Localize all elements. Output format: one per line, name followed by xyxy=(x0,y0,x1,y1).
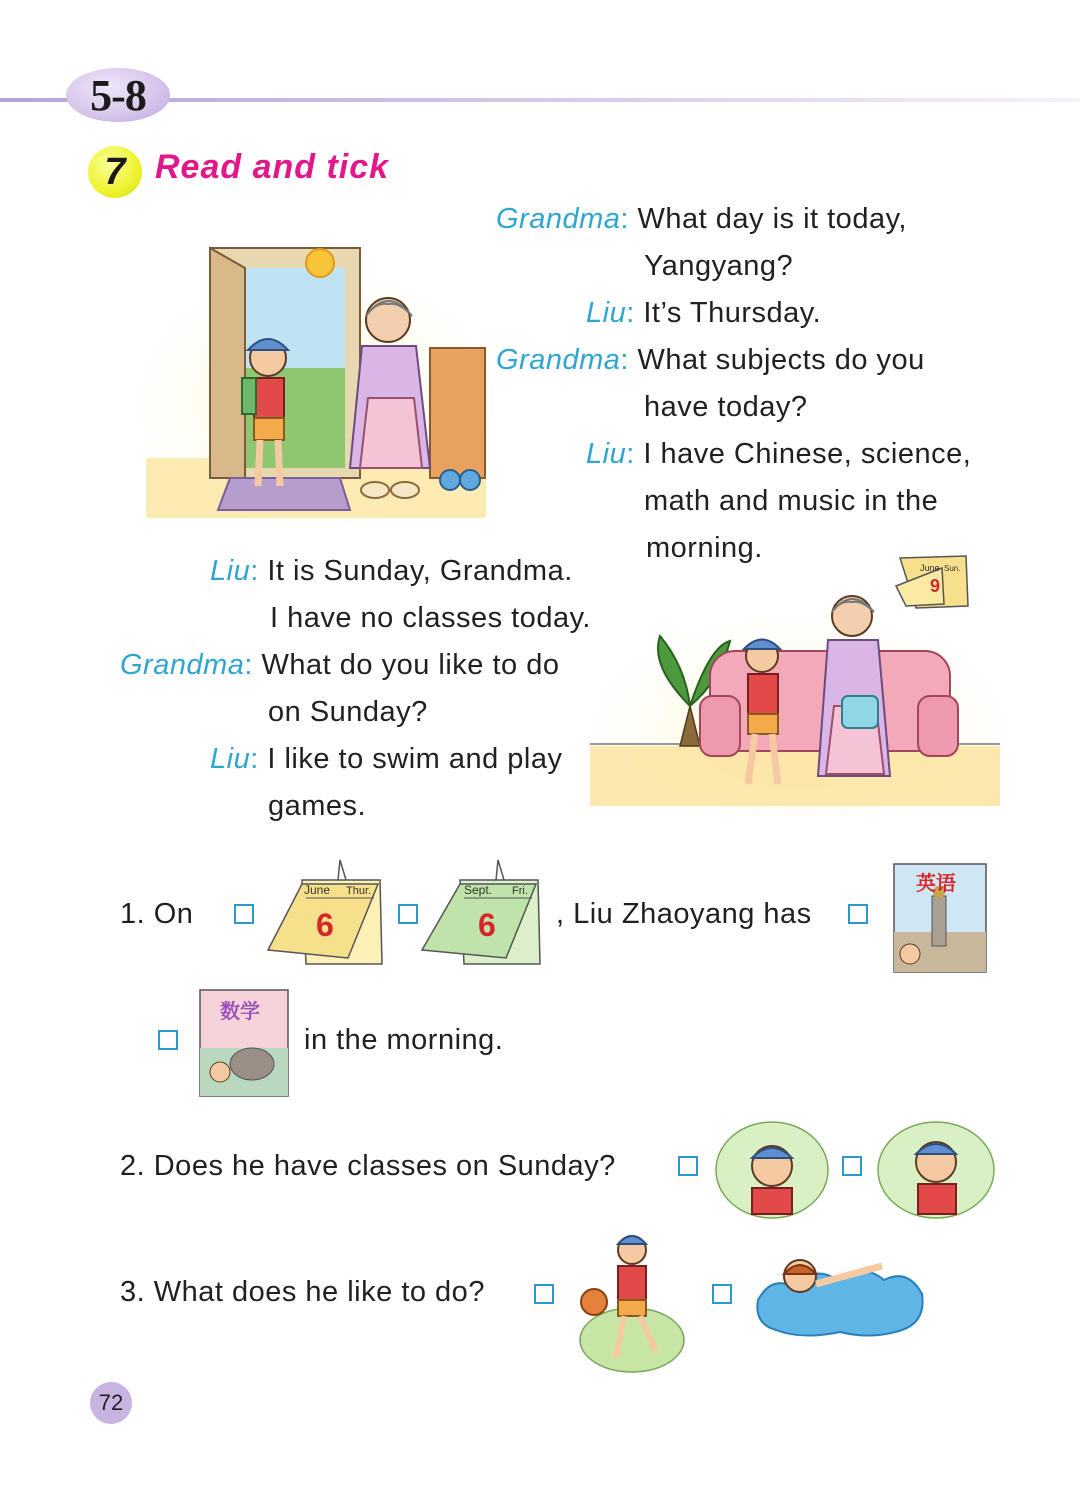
dialogue-text: What day is it today, xyxy=(637,203,907,235)
calendar-date: 9 xyxy=(930,576,941,596)
question-1-mid: , Liu Zhaoyang has xyxy=(556,898,812,930)
dialogue1-line4-cont2: morning. xyxy=(646,532,763,564)
boy-shaking-head-icon xyxy=(712,1116,832,1222)
dialogue1-line1-cont: Yangyang? xyxy=(644,250,794,282)
speaker-label: Liu xyxy=(586,438,627,470)
q3-checkbox-a[interactable] xyxy=(534,1284,554,1304)
dialogue1-line4-cont: math and music in the xyxy=(644,485,939,517)
speaker-label: Grandma xyxy=(120,649,245,681)
math-book-icon xyxy=(198,988,290,1098)
calendar-month: June xyxy=(920,563,940,573)
speaker-label: Grandma xyxy=(496,344,621,376)
calendar-june-thursday-icon xyxy=(266,854,386,968)
speaker-label: Liu xyxy=(586,297,627,329)
speaker-label: Grandma xyxy=(496,203,621,235)
calendar-sept-friday-icon xyxy=(420,854,544,968)
wall-calendar-icon xyxy=(896,556,968,608)
section-number-badge: 7 xyxy=(88,146,142,198)
q2-checkbox-b[interactable] xyxy=(842,1156,862,1176)
speaker-label: Liu xyxy=(210,743,251,775)
dialogue1-line2: Liu: It’s Thursday. xyxy=(586,297,822,329)
english-book-icon xyxy=(892,862,988,974)
dialogue2-line3-cont: games. xyxy=(268,790,367,822)
page-number: 72 xyxy=(90,1382,132,1424)
calendar-month: June xyxy=(304,883,331,897)
dialogue-text: What subjects do you xyxy=(637,344,925,376)
boy-nodding-icon xyxy=(874,1116,998,1222)
question-2-text: 2. Does he have classes on Sunday? xyxy=(120,1150,616,1182)
book-title: 英语 xyxy=(916,873,956,895)
calendar-day: Thur. xyxy=(346,885,372,897)
dialogue1-line4: Liu: I have Chinese, science, xyxy=(586,438,972,470)
unit-badge: 5-8 xyxy=(66,68,170,122)
calendar-month: Sept. xyxy=(464,883,493,897)
question-1-prefix: 1. On xyxy=(120,898,194,930)
dialogue1-line3: Grandma: What subjects do you xyxy=(496,344,925,376)
q1-checkbox-c[interactable] xyxy=(848,904,868,924)
calendar-date: 6 xyxy=(316,907,334,943)
boy-playing-basketball-icon xyxy=(576,1228,686,1374)
section-title: Read and tick xyxy=(155,148,390,186)
dialogue-text: I have Chinese, science, xyxy=(643,438,972,470)
dialogue-text: It’s Thursday. xyxy=(643,297,822,329)
calendar-day: Fri. xyxy=(512,885,528,897)
sofa-scene-illustration xyxy=(590,546,1010,816)
q1-checkbox-a[interactable] xyxy=(234,904,254,924)
dialogue2-line1: Liu: It is Sunday, Grandma. xyxy=(210,555,573,587)
dialogue2-line1-cont: I have no classes today. xyxy=(270,602,591,634)
book-title: 数学 xyxy=(220,1001,260,1023)
q3-checkbox-b[interactable] xyxy=(712,1284,732,1304)
dialogue2-line2-cont: on Sunday? xyxy=(268,696,428,728)
dialogue2-line2: Grandma: What do you like to do xyxy=(120,649,560,681)
boy-swimming-icon xyxy=(752,1244,928,1340)
q1-checkbox-d[interactable] xyxy=(158,1030,178,1050)
dialogue1-line1: Grandma: What day is it today, xyxy=(496,203,907,235)
dialogue1-line3-cont: have today? xyxy=(644,391,808,423)
dialogue-text: What do you like to do xyxy=(261,649,560,681)
calendar-date: 6 xyxy=(478,907,496,943)
question-1-suffix: in the morning. xyxy=(304,1024,504,1056)
dialogue2-line3: Liu: I like to swim and play xyxy=(210,743,563,775)
calendar-day: Sun. xyxy=(944,564,961,573)
q2-checkbox-a[interactable] xyxy=(678,1156,698,1176)
question-3-text: 3. What does he like to do? xyxy=(120,1276,485,1308)
dialogue-text: I like to swim and play xyxy=(267,743,563,775)
q1-checkbox-b[interactable] xyxy=(398,904,418,924)
dialogue-text: It is Sunday, Grandma. xyxy=(267,555,573,587)
speaker-label: Liu xyxy=(210,555,251,587)
doorway-scene-illustration xyxy=(130,228,502,528)
